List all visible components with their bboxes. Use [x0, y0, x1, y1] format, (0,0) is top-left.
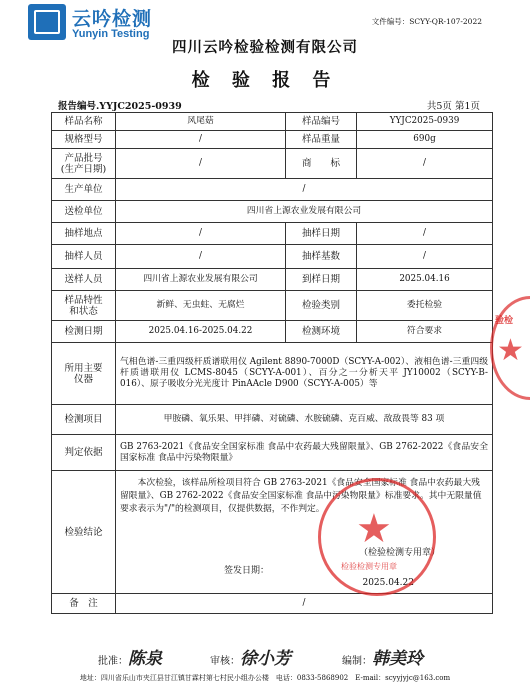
basis-label: 判定依据 [52, 435, 116, 471]
spec-label: 规格型号 [52, 131, 116, 149]
sampler-value: / [116, 245, 286, 269]
conclusion-label: 检验结论 [52, 471, 116, 594]
seal-caption: （检验检测专用章） [358, 548, 440, 558]
compile-signature: 韩美玲 [372, 649, 423, 669]
seal-text: 检验检测专用章 [341, 562, 397, 571]
weight-label: 样品重量 [286, 131, 357, 149]
test-date-value: 2025.04.16-2025.04.22 [116, 321, 286, 343]
star-icon: ★ [356, 506, 392, 552]
delivery-label: 送样人员 [52, 269, 116, 291]
sign-date-label: 签发日期： [224, 566, 270, 576]
official-seal [318, 478, 436, 596]
env-label: 检测环境 [286, 321, 357, 343]
sample-name-label: 样品名称 [52, 113, 116, 131]
env-value: 符合要求 [357, 321, 493, 343]
items-label: 检测项目 [52, 405, 116, 435]
arrival-label: 到样日期 [286, 269, 357, 291]
sign-date-value: 2025.04.22 [362, 578, 414, 588]
sender-value: 四川省上源农业发展有限公司 [116, 201, 493, 223]
approve-signature: 陈泉 [128, 649, 162, 669]
sample-base-value: / [357, 245, 493, 269]
logo-mark-icon [28, 4, 66, 40]
category-label: 检验类别 [286, 291, 357, 321]
remark-value: / [116, 594, 493, 614]
logo-chinese: 云吟检测 [72, 8, 153, 30]
instruments-value: 气相色谱-三重四级杆质谱联用仪 Agilent 8890-7000D（SCYY-A-002）、液相色谱-三重四级杆质谱联用仪 LCMS-8045（SCYY-A-001）、百分之一分析天平 JY10002（SCYY-B-016）、原子吸收分光光度计 PinAAcle D900（SCYY-A-005）等 [116, 343, 493, 405]
conclusion-cell [116, 471, 493, 594]
sample-name-value: 风尾菇 [116, 113, 286, 131]
page-count: 共5页 第1页 [426, 101, 480, 112]
brand-label: 商 标 [286, 149, 357, 179]
sample-place-label: 抽样地点 [52, 223, 116, 245]
side-star-icon: ★ [497, 333, 524, 368]
test-date-label: 检测日期 [52, 321, 116, 343]
company-name: 四川云吟检验检测有限公司 [172, 39, 358, 56]
items-value: 甲胺磷、氧乐果、甲拌磷、对硫磷、水胺硫磷、克百威、敌敌畏等 83 项 [116, 405, 493, 435]
sample-base-label: 抽样基数 [286, 245, 357, 269]
batch-value: / [116, 149, 286, 179]
weight-value: 690g [357, 131, 493, 149]
sample-date-value: / [357, 223, 493, 245]
state-label: 样品特性 和状态 [52, 291, 116, 321]
basis-value: GB 2763-2021《食品安全国家标准 食品中农药最大残留限量》、GB 2762-2022《食品安全国家标准 食品中污染物限量》 [116, 435, 493, 471]
instruments-label: 所用主要 仪器 [52, 343, 116, 405]
spec-value: / [116, 131, 286, 149]
state-value: 新鲜、无虫蛀、无腐烂 [116, 291, 286, 321]
sample-date-label: 抽样日期 [286, 223, 357, 245]
arrival-value: 2025.04.16 [357, 269, 493, 291]
side-seal [490, 296, 530, 400]
producer-label: 生产单位 [52, 179, 116, 201]
review-signature: 徐小芳 [240, 649, 291, 669]
company-logo [28, 4, 188, 40]
approve-label: 批准： [98, 656, 128, 667]
report-number: 报告编号.YYJC2025-0939 [58, 101, 182, 112]
sender-label: 送检单位 [52, 201, 116, 223]
footer-address: 地址：四川省乐山市夹江县甘江镇甘霖村第七村民小组办公楼 电话：0833-5868902 E-mail：scyyjyjc@163.com [79, 674, 451, 682]
batch-label: 产品批号 (生产日期) [52, 149, 116, 179]
logo-english: Yunyin Testing [72, 28, 150, 40]
conclusion-text: 本次检验，该样品所检项目符合 GB 2763-2021《食品安全国家标准 食品中农药最大残留限量》、GB 2762-2022《食品安全国家标准 食品中污染物限量》标准要求。其中无限量值要求表示为"/"的检测项目，仅提供数据，不作判定。 [120, 478, 482, 514]
report-title: 检 验 报 告 [191, 70, 339, 91]
side-seal-text: 验检 [495, 316, 514, 326]
sampler-label: 抽样人员 [52, 245, 116, 269]
category-value: 委托检验 [357, 291, 493, 321]
brand-value: / [357, 149, 493, 179]
producer-value: / [116, 179, 493, 201]
review-label: 审核： [210, 656, 240, 667]
sample-place-value: / [116, 223, 286, 245]
sample-no-value: YYJC2025-0939 [357, 113, 493, 131]
remark-label: 备 注 [52, 594, 116, 614]
compile-label: 编制： [342, 656, 372, 667]
sample-no-label: 样品编号 [286, 113, 357, 131]
delivery-value: 四川省上源农业发展有限公司 [116, 269, 286, 291]
file-number: 文件编号：SCYY-QR-107-2022 [371, 17, 482, 26]
